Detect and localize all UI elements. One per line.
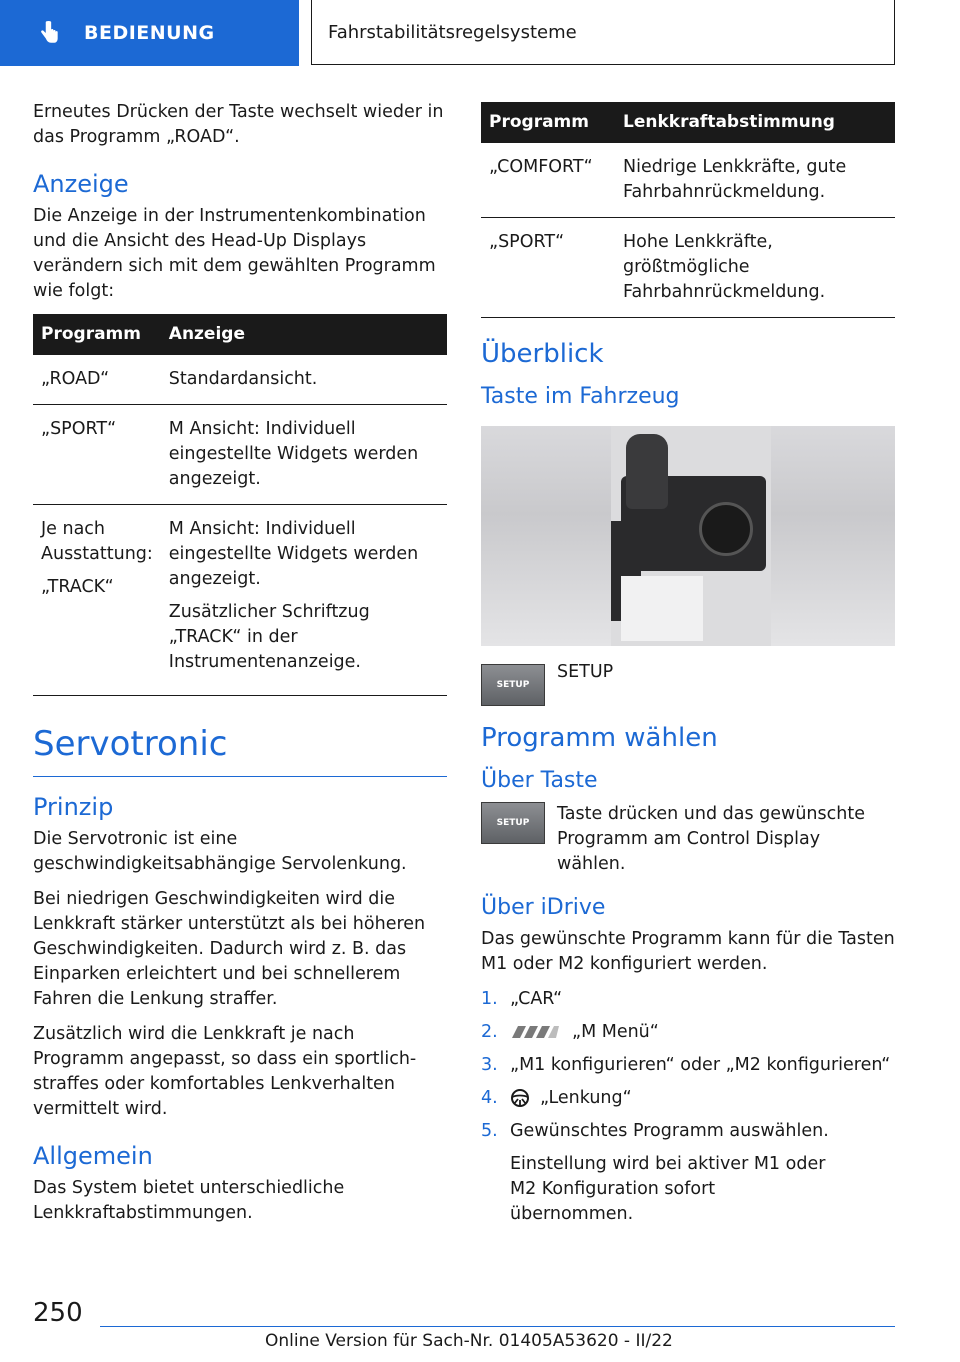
table-cell: „COMFORT“ — [481, 143, 615, 218]
step-subtext: Einstellung wird bei aktiver M1 oder M2 Konfiguration sofort übernommen. — [510, 1154, 826, 1224]
prinzip-heading: Prinzip — [33, 793, 114, 821]
m-stripes-icon — [510, 1025, 560, 1039]
footer-rule — [100, 1326, 895, 1327]
step-text: „M Menü“ — [572, 1022, 659, 1042]
table-cell-text: M Ansicht: Individuell eingestellte Widgets werden angezeigt. — [168, 519, 419, 589]
allgemein-text: Das System bietet unterschiedliche Lenkkraftabstimmungen. — [33, 1178, 345, 1223]
table-header: Programm — [481, 102, 615, 143]
table-cell-text: „TRACK“ — [41, 577, 114, 597]
steering-wheel-icon — [510, 1088, 530, 1108]
step-text: Gewünschtes Programm auswählen. — [510, 1121, 829, 1141]
intro-text: Erneutes Drücken der Taste wechselt wieder in das Programm „ROAD“. — [33, 102, 444, 147]
chapter-title: Fahrstabilitätsregelsysteme — [328, 21, 577, 43]
table-row — [33, 405, 447, 505]
table-cell: M Ansicht: Individuell eingestellte Widgets werden angezeigt. — [161, 405, 447, 505]
table-cell: „SPORT“ — [33, 405, 161, 505]
center-console-photo — [481, 426, 895, 646]
setup-caption: SETUP — [557, 662, 614, 682]
setup-key-icon: SETUP — [481, 802, 545, 844]
table-cell: Standardansicht. — [161, 355, 447, 405]
table-row — [33, 355, 447, 405]
section-title: BEDIENUNG — [84, 22, 215, 44]
section-tab — [0, 0, 299, 66]
allgemein-heading: Allgemein — [33, 1142, 153, 1170]
table-header: Programm — [33, 314, 161, 355]
table-cell-text: Je nach Ausstattung: — [41, 519, 153, 564]
table-header-row — [33, 314, 447, 355]
list-item — [481, 1086, 895, 1111]
table-cell-text: Zusätzlicher Schriftzug „TRACK“ in der Instrumentenanzeige. — [168, 602, 370, 672]
right-column — [481, 102, 895, 1235]
storage-tray — [621, 576, 703, 641]
prinzip-text-3: Zusätzlich wird die Lenkkraft je nach Programm angepasst, so dass ein sportlich-straffes oder komfortables Lenkverhalten vermittelt wird. — [33, 1024, 417, 1119]
step-number: 3. — [481, 1055, 498, 1075]
left-column — [33, 100, 447, 1236]
table-cell: „ROAD“ — [33, 355, 161, 405]
setup-key-row — [481, 664, 895, 706]
ueber-idrive-heading: Über iDrive — [481, 895, 606, 920]
table-cell — [161, 505, 447, 696]
prinzip-text-1: Die Servotronic ist eine geschwindigkeitsabhängige Servolenkung. — [33, 829, 407, 874]
list-item — [481, 1020, 895, 1045]
step-number: 5. — [481, 1121, 498, 1141]
table-row — [33, 505, 447, 696]
anzeige-heading: Anzeige — [33, 170, 129, 198]
steps-list — [481, 987, 895, 1227]
gear-lever — [626, 434, 668, 509]
ueber-taste-heading: Über Taste — [481, 768, 598, 793]
servotronic-heading: Servotronic — [33, 722, 447, 777]
step-number: 4. — [481, 1088, 498, 1108]
table-cell: Niedrige Lenkkräfte, gute Fahrbahnrückmeldung. — [615, 143, 895, 218]
table-row — [481, 218, 895, 318]
list-item — [481, 1053, 895, 1078]
table-cell — [33, 505, 161, 696]
anzeige-table — [33, 314, 447, 696]
setup-key-icon: SETUP — [481, 664, 545, 706]
table-cell: „SPORT“ — [481, 218, 615, 318]
prinzip-text-2: Bei niedrigen Geschwindigkeiten wird die Lenkkraft stärker unterstützt als bei höheren Geschwindigkeiten. Dadurch wird z. B. das Einparken erleichtert und bei schnellerem Fahren die Lenkung straffer. — [33, 889, 426, 1009]
ueber-taste-text: Taste drücken und das gewünschte Programm am Control Display wählen. — [557, 804, 865, 874]
step-text: „M1 konfigurieren“ oder „M2 konfigurieren“ — [510, 1055, 891, 1075]
hand-pointer-icon — [36, 20, 62, 46]
table-header: Anzeige — [161, 314, 447, 355]
list-item — [481, 987, 895, 1012]
anzeige-text: Die Anzeige in der Instrumentenkombination und die Ansicht des Head-Up Displays verändern sich mit dem gewählten Programm wie folgt: — [33, 206, 436, 301]
table-header: Lenkkraftabstimmung — [615, 102, 895, 143]
table-row — [481, 143, 895, 218]
taste-heading: Taste im Fahrzeug — [481, 384, 680, 409]
table-header-row — [481, 102, 895, 143]
ueber-taste-row — [481, 802, 895, 877]
chapter-box — [311, 0, 895, 65]
step-text: „CAR“ — [510, 989, 563, 1009]
page-number: 250 — [33, 1298, 83, 1328]
step-number: 1. — [481, 989, 498, 1009]
lenkkraft-table — [481, 102, 895, 318]
footer-text: Online Version für Sach-Nr. 01405A53620 - II/22 — [265, 1331, 673, 1351]
ueberblick-heading: Überblick — [481, 339, 604, 369]
step-number: 2. — [481, 1022, 498, 1042]
step-text: „Lenkung“ — [540, 1088, 632, 1108]
table-cell: Hohe Lenkkräfte, größtmögliche Fahrbahnrückmeldung. — [615, 218, 895, 318]
ueber-idrive-text: Das gewünschte Programm kann für die Tasten M1 oder M2 konfiguriert werden. — [481, 929, 895, 974]
list-item — [481, 1119, 895, 1227]
programm-heading: Programm wählen — [481, 723, 718, 753]
idrive-knob — [699, 502, 753, 556]
